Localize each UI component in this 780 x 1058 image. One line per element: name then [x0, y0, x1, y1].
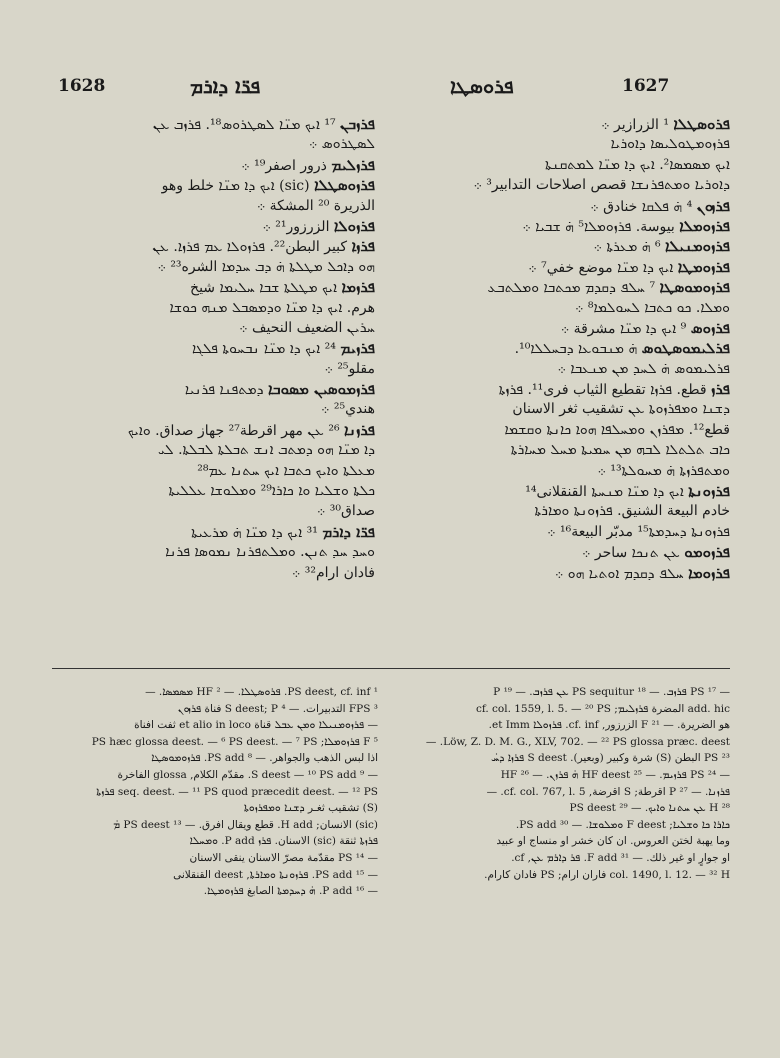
entry-line	[52, 236, 375, 256]
entry-text: ܗ̇ ܡܢܒܘܥܐ ܕܒܚܠܠܐ¹⁰.	[514, 341, 638, 358]
entry-line	[52, 501, 375, 521]
entry-line	[392, 359, 730, 379]
entry-text: ܐܝܟ ܕܐ ܡܢ̈ܐ موضع خفي⁷ ܀	[528, 259, 674, 276]
entry-text: بيوسة. ܦܪܙܘܡܠܐ⁵ ܗ̇ ܫܒܝܐ ܀	[522, 218, 675, 235]
headword: ܦܪܙܒܢ	[340, 115, 375, 133]
entry-text: ܦܪܠܝܡܘܣ ܗ̇ ܠܚܕ ܡܢ ܡܢܥܒܐ ܀	[557, 360, 730, 377]
entry-line	[392, 196, 730, 216]
headword: ܦܪܙܘܣ	[690, 318, 730, 337]
entry-line	[392, 114, 730, 134]
footnote-line: ܟܐܪܐ ܟܐ ܘܫܠܝܐ; F deest ܘܡܠܘܫܐ. — ³⁰ PS add.	[515, 818, 730, 831]
entry-line	[52, 481, 375, 501]
entry-line	[52, 359, 375, 379]
entry-text: كبير البطن²². ܦܪܙܘܠܐ ܥܡ ܦܪܙܐ. ܥܢ	[152, 239, 348, 256]
headword: ܦܪܙܝܡ	[340, 339, 375, 358]
entry-text: ܕܐ ܡܢ̈ܐ ܗܘ ܕܡܬܒ ܐܢܫ ܬܒܠܬܐ ܠܒܠܬܐ. ܠܝ	[158, 442, 375, 459]
entry-line	[52, 134, 375, 154]
headword: ܦܪܙܘܠܐ	[333, 216, 375, 235]
headword: ܦܪܙܘܡܢܝܠܐ	[665, 237, 730, 256]
headword: ܦܪܙܘܡܠܐ	[679, 216, 730, 235]
entry-text: قطع. ܦܪܙܐ تقطيع الثياب فرى¹¹. ܦܪܙܬܐ	[498, 382, 707, 399]
entry-line	[392, 461, 730, 481]
entry-text: (sic) ܐܝܟ ܕܐ ܡܢ̈ܐ خلط وهو	[161, 178, 310, 195]
entry-line	[52, 257, 375, 277]
headword: ܦܪܙܘܢܬܐ	[688, 482, 730, 501]
entry-line	[52, 298, 375, 318]
entry-text: ܘܡܬܦܪܙܬܐ ܗ̇ ܡܚܘܠܬܐ¹³ ܀	[597, 462, 730, 479]
entry-text: ܚܪܝܢ الضعيف النحيف ܀	[239, 319, 375, 336]
entry-text: ⁷ ܚܠܦ ܕܩܕܡ ܡܟܬܒܐ ܘܡܠܬܒܥ	[487, 280, 656, 297]
entry-text: ³¹ ܐܝܟ ܕܐ ܡܢ̈ܐ ܗ̇ ܡܪܥܝܬܐ	[191, 524, 318, 541]
right-page-number: 1627	[622, 76, 670, 96]
footnote-line: ³ FPS التدبيرات. — ⁴ S deest; P فناة ܦܪܙܘܢ	[177, 702, 378, 715]
headword: ܦܪܙܡܘܣܝܢ ܡܣܘܒܐ	[268, 380, 375, 399]
entry-text: ܦܪܙܘܢܬܐ ܕܚܕܡܬܐ¹⁵ مدبّر البيعة¹⁶ ܀	[547, 523, 730, 540]
entry-line	[392, 481, 730, 501]
right-running-head: ܦܪܘܣܛܐ	[450, 74, 514, 98]
footnote-line: (S) تشقيب ثغـر ܕܫܢܐ ܘܡܦܪܙܘܬܐ	[243, 802, 378, 815]
footnote-line: ܦܪܙܢܐ. — ²⁷ P اقرطة; S اقرضة, cf. col. 767, l. 5. —	[486, 785, 730, 798]
entry-line	[392, 298, 730, 318]
headword: ܦܪܙܡܐ	[341, 278, 375, 297]
entry-line	[52, 420, 375, 440]
headword: ܦܪܙܐ	[351, 237, 375, 256]
entry-text: خادم البيعة الشنيق. ܦܪܙܘܢܬܐ ܘܡܐܪܬܐ	[534, 503, 730, 520]
entry-line	[392, 338, 730, 358]
entry-line	[52, 175, 375, 195]
entry-line	[392, 399, 730, 419]
entry-line	[392, 542, 730, 562]
footnote-line: — ܦܪܙܘܡܢܝܠܐ ܘܡܢ ܥܒܠ قناة et alio in loco ثفت افناة	[134, 719, 378, 732]
entry-text: صداق³⁰ ܀	[316, 503, 375, 520]
entry-text: هندي²⁵ ܀	[320, 401, 375, 418]
entry-text: ܐܝܟ ܡܣܡܣܐ². ܐܝܟ ܕܐ ܡܢ̈ܐ ܠܡܬܩܢܬܐ	[545, 156, 730, 173]
entry-text: الزرزور²¹ ܀	[262, 218, 330, 235]
entry-text: ذرور اصفر¹⁹ ܀	[241, 157, 327, 174]
entry-line	[52, 461, 375, 481]
entry-text: ܦܪܙܘܡܛܘܠܝܣܐ ܕܐܘܪܝܐ	[610, 136, 730, 153]
headword: ܦܪܙܢܐ	[344, 420, 375, 439]
entry-line	[392, 277, 730, 297]
entry-line	[52, 196, 375, 216]
entry-line	[392, 216, 730, 236]
headword: ܦܪܙܠܝܡ	[331, 155, 375, 174]
headword: ܦܪܙܘܡܐ	[688, 563, 730, 582]
entry-text: ܘܚܕ ܚܕ ܬܢܢ. ܘܡܠܬܦܪܢܐ ܢܡܘܣܐ ܦܪܢܐ	[165, 544, 375, 561]
entry-line	[52, 155, 375, 175]
entry-line	[52, 542, 375, 562]
entry-line	[392, 257, 730, 277]
entry-text: ܐܝܟ ܡܛܠܬܐ ܫܒܐ ܚܠܝܡܐ شيخ	[190, 280, 338, 297]
right-column	[392, 114, 730, 659]
footnote-line: col. 1490, l. 12. — ³² H فاران ارام; PS فادان كارام.	[484, 868, 730, 881]
footnote-line: اذا لبس الذهب والجواهر. — ⁸ PS add. ܦܪܙܘܡܘܣܛܐ	[151, 752, 378, 765]
entry-line	[52, 277, 375, 297]
entry-line	[392, 155, 730, 175]
headword: ܦܪܙܘܡܘܣܛܐ	[659, 278, 730, 297]
headword: ܦܪܙܘܢ	[696, 196, 730, 215]
entry-line	[392, 440, 730, 460]
entry-text: ܠܣܛܪܘܣ ܀	[308, 136, 375, 153]
left-running-head: ܦܪ̈ܐ ܕܐܪܡ	[190, 74, 261, 98]
footnotes-left	[52, 684, 378, 984]
footnote-line: Löw, Z. D. M. G., XLV, 702. — ²² PS glossa præc. deest. —	[425, 735, 730, 748]
entry-text: ¹⁷ ܐܝܟ ܡܢ̈ܐ ܠܣܛܪܘܣ¹⁸. ܦܪܙܒ ܥܢ	[152, 117, 336, 133]
entry-line	[52, 399, 375, 419]
entry-text: ²⁶ ܥܢ مهر اقرطة²⁷ جهاز صداق. ܘܐܝܟ	[127, 422, 340, 439]
entry-text: ܕܡܬܦܢܐ ܦܪܢܝܐ	[184, 382, 264, 399]
entry-line	[52, 379, 375, 399]
footnote-line: ²⁸ H ܥܢ ܚܬܢܐ ܘܐܝܟ. — ²⁹ PS deest	[569, 802, 730, 815]
entry-text: مقلو²⁵ ܀	[324, 360, 375, 377]
entry-text: الذريرة ²⁰ المشكة ܀	[256, 197, 375, 214]
footnote-line: — ¹⁷ PS ܦܪܙܒ. — ¹⁸ PS sequitur ܥܢ ܦܪܙܒ. — ¹⁹ P	[493, 686, 730, 698]
footnote-line: ⁵ F ܦܪܙܘܡܠܐ; PS hæc glossa deest. — ⁶ PS deest. — ⁷ PS	[91, 735, 378, 748]
entry-text: ⁴ ܗ̇ ܦܠܩܐ خنادق ܀	[590, 198, 693, 215]
entry-text: ܥܢ ܬܢܟܐ ساحر ܀	[582, 545, 680, 562]
left-page-number: 1628	[58, 76, 106, 96]
entry-text: ܘܡܠܐ. ܟܘ ܟܬܒܐ ܠܚܘܠܡܐ⁸ ܀	[574, 299, 730, 316]
footnote-line: هو الضريرة. — ²¹ F الزرزور, cf. inf. ܦܪܙܘܠܐ et Imm.	[488, 719, 730, 732]
entry-line	[52, 563, 375, 583]
entry-text: ܕܐܘܪܝܐ ܘܡܬܦܪܢܫܐ قصص اصلاحات التدابير³ ܀	[473, 177, 730, 194]
headword: ܦܪܠܝܡܘܣܛܘܣ	[641, 339, 730, 358]
entry-line	[52, 216, 375, 236]
headword: ܦܪܘܣܛܠܐ	[673, 115, 730, 133]
footnote-line: ܦܪܙܬܐ ثنقة (sic) الاسنان. ܦܪܙ P add. ܘܡܚܠܐ	[189, 835, 378, 848]
footnote-line: — ¹⁵ PS add. ܦܪܙܘܢܬܐ ܘܡܐܪܬܐ, deest القنقلانى	[173, 868, 378, 881]
footnote-line: — ¹⁴ PS مقدّمة مصرّ الاسنان ينقى الاسنان	[189, 851, 378, 864]
page-header	[0, 76, 780, 106]
entry-line	[52, 338, 375, 358]
footnote-line: (sic) الانسان; H add. قطع ويقال افرق. — ¹³ PS deest ܡ̇	[113, 818, 378, 831]
footnote-line: add. hic المضرة ܦܪܙܠܝܡ; cf. col. 1559, l. 5. — ²⁰ PS	[475, 702, 730, 715]
entry-line	[52, 440, 375, 460]
headword: ܦܪ̈ܐ ܕܐܪܡ	[322, 522, 375, 541]
footnote-divider	[52, 668, 730, 669]
footnote-line: وما يهبة لختن العروس. ان كان خشر او منساج او عبيد	[496, 835, 730, 848]
footnote-line: — ⁹ S deest — ¹⁰ PS add. مقدّم الكلام, glossa الفاخرة	[117, 768, 378, 781]
entry-text: ⁶ ܗ̇ ܡܥܪܬܐ ܀	[593, 239, 661, 256]
entry-line	[392, 175, 730, 195]
footnote-line: — ¹⁶ P add. ܗ̇ ܕܚܕܡܬܐ الصابغ ܦܪܙܘܡܛܐ.	[203, 885, 378, 898]
entry-line	[392, 563, 730, 583]
footnote-line: ¹ PS deest, cf. inf. ܦܪܘܣܛܠܐ. — ² HF ܡܣܡܣܐ. —	[145, 686, 378, 698]
footnote-line: او جوارٍ او غير ذلك. — ³¹ F add. ܦܪ ܕܐܪܡ ܥܢ, cf.	[511, 851, 730, 864]
headword: ܦܪܙܘܡܘ	[684, 543, 730, 562]
entry-line	[392, 134, 730, 154]
footnote-line: ²³ PS البطن (S) شرة وكبير (وبعير). S deest ܦܪܙܐ ܕܚ̇	[490, 752, 730, 765]
entry-text: ܟܠܬܐ ܘܫܠܝܐ ܘܐ ܟܐܪܐ²⁹ ܘܡܠܘܫܐ ܥܠܠܝܬܐ	[168, 483, 375, 500]
entry-line	[52, 318, 375, 338]
entry-text: ܗܘ ܕܐܟܠ ܡܛܠܬܐ ܗ̇ ܕܒ ܚܕܡܐ الشره²³ ܀	[157, 258, 375, 275]
entry-text: هرم. ܐܝܟ ܕܐ ܡܢ̈ܐ ܘܕܡܣܒܠ ܡܢܗ ܟܘܫܐ	[169, 299, 375, 316]
entry-line	[392, 318, 730, 338]
entry-line	[392, 522, 730, 542]
headword: ܦܪܙܘܣܛܠܐ	[314, 176, 375, 195]
entry-text: فادان ارام³² ܀	[291, 564, 375, 581]
entry-line	[392, 501, 730, 521]
headword: ܦܪܙܘܡܛܐ	[677, 257, 730, 276]
entry-line	[52, 114, 375, 134]
footnote-line: seq. deest. — ¹¹ PS quod præcedit deest. — ¹² PS ܦܪܙܬܐ	[96, 785, 378, 798]
entry-line	[52, 522, 375, 542]
entry-line	[392, 236, 730, 256]
left-column	[52, 114, 375, 659]
entry-line	[392, 420, 730, 440]
entry-line	[392, 379, 730, 399]
entry-text: ܟܐܒ ܬܠܬܠܐ ܠܒܗ ܡܢ ܚܡܝܬܐ ܡܚܠ ܡܚܐܪܬܐ	[510, 442, 730, 459]
entry-text: ܕܫܢܐ ܘܡܦܪܙܘܬܐ ܥܢ تشقيب ثغر الاسنان	[512, 401, 730, 418]
footnotes-right	[398, 684, 730, 984]
entry-text: ¹ الزرازير ܀	[601, 117, 669, 133]
entry-text: ܐܝܟ ܕܐ ܡܢ̈ܐ ܡܢܚܬܐ القنقلانى¹⁴	[525, 484, 684, 501]
entry-text: ܚܠܦ ܕܩܕܡ ܐܘܬܝܐ ܗܘ ܀	[554, 565, 684, 582]
footnote-line: — ²⁴ PS ܦܪܙܝܡ. — ²⁵ HF deest ܗ̇ ܦܪܙܢ. — ²⁶ HF	[500, 768, 730, 781]
entry-text: ܡܥܠܬܐ ܘܐܝܟ ܟܬܒܐ ܐܝܟ ܚܬܢܐ ܥܡ²⁸	[197, 462, 375, 479]
headword: ܦܪܙ	[711, 380, 730, 399]
entry-text: قطع¹². ܡܦܪܙܢ ܘܡܚܠܦܐ ܗܘܐ ܟܐܢܬܐ ܘܩܫܡܐ	[504, 421, 730, 438]
entry-text: ⁹ ܐܝܟ ܕܐ ܡܢ̈ܐ مشرقة ܀	[560, 320, 687, 337]
entry-text: ²⁴ ܐܝܟ ܕܐ ܡܢ̈ܐ ܢܒܚܘܬܐ ܦܠܓܐ	[191, 341, 336, 358]
